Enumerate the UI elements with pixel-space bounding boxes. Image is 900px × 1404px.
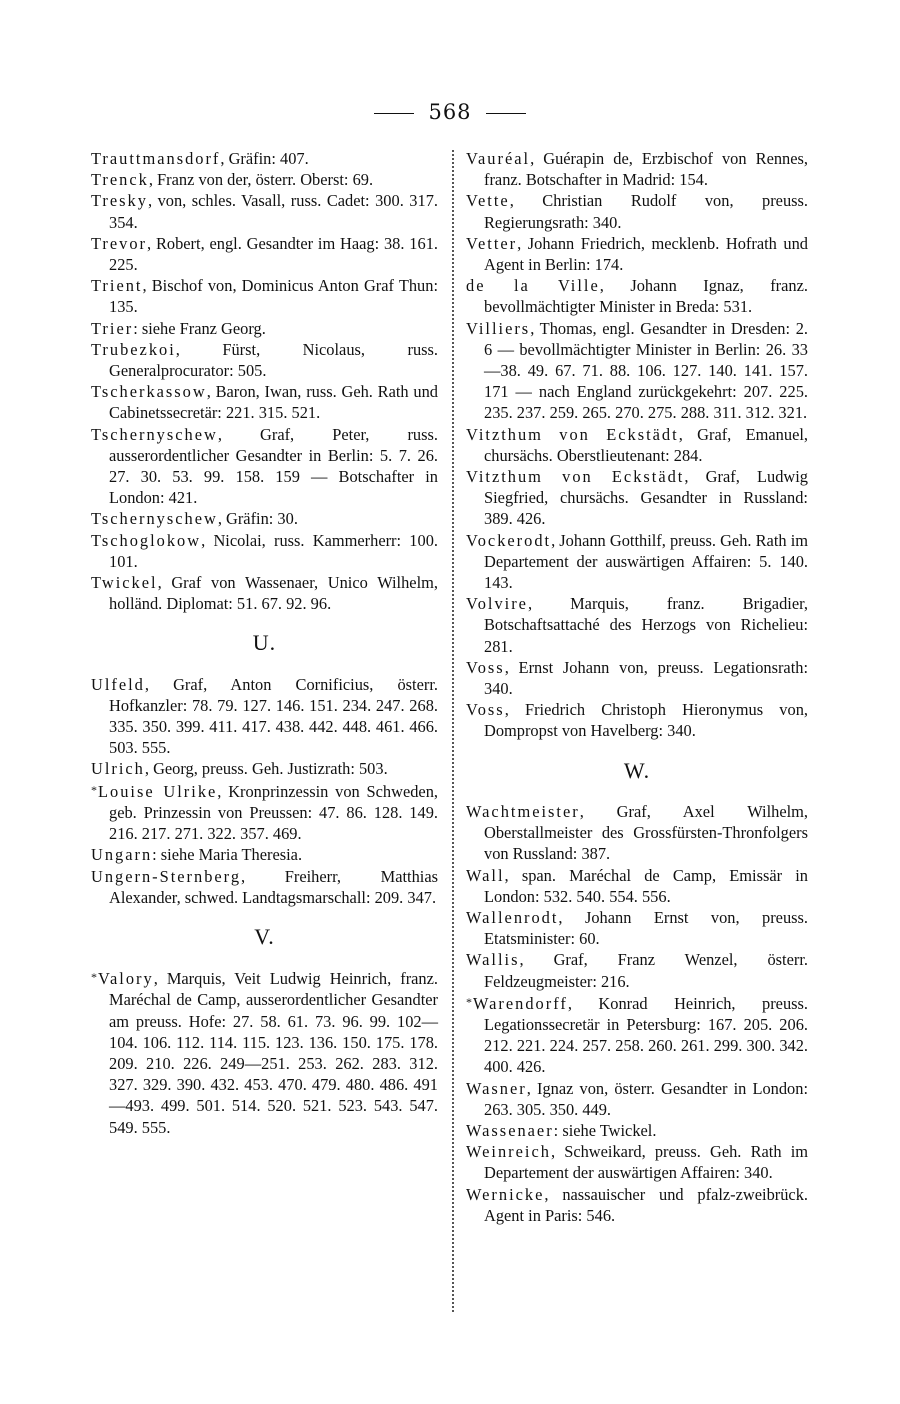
index-entry [91, 339, 438, 381]
index-entry [91, 844, 438, 865]
entry-text: , Marquis, franz. Brigadier, Botschaftsattaché des Herzogs von Richelieu: 281. [484, 594, 808, 656]
entry-text: , Gräfin: 407. [220, 149, 309, 168]
index-entry [91, 275, 438, 317]
index-entry [91, 758, 438, 779]
entry-text: , Graf, Axel Wilhelm, Oberstallmeister des Grossfürsten-Thronfolgers von Russland: 387. [484, 801, 808, 864]
entry-text: , Graf, Peter, russ. ausserordentlicher Gesandter in Berlin: 5. 7. 26. 27. 30. 53. 99. 158. 159 — Botschafter in London: 421. [109, 424, 438, 508]
entry-text: , Thomas, engl. Gesandter in Dresden: 2. 6 — bevollmächtigter Minister in Berlin: 26. 33—38. 49. 67. 71. 88. 106. 127. 140. 141. 157. 171 — nach England zurückgekehrt: 207. 225. 235. 237. 259. 265. 270. 275. 288. 311. 312. 321. [484, 318, 808, 423]
entry-text: , Franz von der, österr. Oberst: 69. [148, 170, 374, 190]
entry-headword: Trient [91, 276, 143, 296]
entry-headword: Ungarn [91, 845, 153, 865]
entry-headword: Tschoglokow [91, 530, 202, 550]
entry-headword: Ungern-Sternberg [91, 866, 242, 886]
index-entry [466, 801, 808, 865]
right-column [466, 148, 808, 1226]
entry-headword: Weinreich [466, 1142, 551, 1162]
index-entry [466, 318, 808, 424]
asterisk-mark: * [91, 970, 97, 985]
asterisk-mark: * [91, 782, 97, 797]
entry-headword: Wernicke [466, 1184, 545, 1204]
index-entry [466, 190, 808, 232]
entry-text: , Freiherr, Matthias Alexander, schwed. Landtagsmarschall: 209. 347. [109, 866, 438, 907]
entry-headword: Tscherkassow [91, 382, 207, 402]
index-entry [466, 1141, 808, 1183]
entry-text: , Ernst Johann von, preuss. Legationsrath: 340. [484, 657, 808, 699]
index-entry [466, 1078, 808, 1120]
entry-text: , Schweikard, preuss. Geh. Rath im Departement der auswärtigen Affairen: 340. [484, 1142, 808, 1183]
index-entry [466, 865, 808, 907]
entry-text: : siehe Twickel. [553, 1120, 657, 1140]
entry-headword: Vette [466, 191, 510, 211]
entry-headword: Trauttmansdorf [91, 149, 221, 168]
entry-text: , span. Maréchal de Camp, Emissär in London: 532. 540. 554. 556. [484, 865, 808, 906]
entry-text: , Johann Friedrich, mecklenb. Hofrath und Agent in Berlin: 174. [484, 233, 808, 275]
entry-headword: Vockerodt [466, 530, 552, 550]
entry-headword: Vitzthum von Eckstädt [466, 424, 679, 444]
entry-headword: Vetter [466, 233, 518, 253]
index-entry [466, 949, 808, 991]
entry-text: , Graf, Franz Wenzel, österr. Feldzeugmeister: 216. [484, 950, 808, 991]
entry-text: , Georg, preuss. Geh. Justizrath: 503. [144, 759, 388, 779]
index-entry [466, 657, 808, 699]
index-entry [466, 530, 808, 594]
section-letter: V. [254, 923, 275, 949]
index-entry [91, 674, 438, 759]
entry-text: , Guérapin de, Erzbischof von Rennes, franz. Botschafter in Madrid: 154. [484, 149, 808, 190]
entry-text: , Kronprinzessin von Schweden, geb. Prinzessin von Preussen: 47. 86. 128. 149. 216. 217. 271. 322. 357. 469. [109, 781, 438, 844]
entry-text: , Gräfin: 30. [217, 509, 298, 529]
entry-text: , von, schles. Vasall, russ. Cadet: 300. 317. 354. [109, 191, 438, 232]
entry-text: , Robert, engl. Gesandter im Haag: 38. 161. 225. [109, 233, 438, 275]
index-entry [466, 907, 808, 949]
entry-text: , Johann Ernst von, preuss. Etatsminister: 60. [484, 907, 808, 949]
entry-text: , nassauischer und pfalz-zweibrück. Agent in Paris: 546. [484, 1184, 808, 1225]
left-dash [374, 113, 414, 114]
index-entry [91, 866, 438, 908]
index-entry [466, 424, 808, 466]
entry-headword: Tschernyschew [91, 424, 218, 444]
entry-headword: Wallis [466, 950, 520, 970]
index-entry [91, 169, 438, 190]
index-entry [466, 1184, 808, 1226]
entry-headword: Trevor [91, 233, 148, 253]
index-entry [466, 992, 808, 1078]
index-entry [91, 967, 438, 1138]
column-divider [452, 150, 454, 1312]
entry-text: , Johann Gotthilf, preuss. Geh. Rath im Departement der auswärtigen Affairen: 5. 140. 143. [484, 530, 808, 593]
entry-headword: Wall [466, 865, 505, 885]
entry-headword: Voss [466, 700, 505, 720]
index-entry [91, 190, 438, 232]
index-entry [466, 233, 808, 275]
entry-text: , Christian Rudolf von, preuss. Regierungsrath: 340. [484, 191, 808, 232]
entry-headword: Vitzthum von Eckstädt [466, 467, 685, 487]
entry-text: , Graf, Ludwig Siegfried, chursächs. Gesandter in Russland: 389. 426. [484, 467, 808, 529]
index-entry [466, 275, 808, 317]
entry-headword: de la Ville [466, 276, 600, 296]
entry-headword: Wachtmeister [466, 801, 580, 821]
entry-text: , Ignaz von, österr. Gesandter in London: 263. 305. 350. 449. [484, 1078, 808, 1119]
index-entry [91, 530, 438, 572]
index-entry [91, 780, 438, 845]
index-entry [91, 381, 438, 423]
index-entry [91, 572, 438, 614]
page-number: 568 [428, 100, 472, 124]
entry-headword: Wallenrodt [466, 907, 559, 927]
entry-headword: Twickel [91, 573, 158, 593]
entry-headword: Tschernyschew [91, 509, 218, 529]
index-entry [466, 699, 808, 741]
index-entry [91, 318, 438, 339]
index-entry [91, 148, 438, 169]
index-entry [466, 466, 808, 530]
entry-text: , Johann Ignaz, franz. bevollmächtigter Minister in Breda: 531. [484, 276, 808, 317]
index-entry [466, 593, 808, 657]
entry-text: , Bischof von, Dominicus Anton Graf Thun: 135. [109, 276, 438, 317]
entry-text: , Graf, Emanuel, chursächs. Oberstlieutenant: 284. [484, 424, 808, 465]
entry-headword: Voss [466, 657, 505, 677]
entry-headword: Trubezkoi [91, 339, 176, 359]
entry-text: : siehe Maria Theresia. [152, 845, 303, 865]
entry-headword: Tresky [91, 191, 148, 211]
index-entry [91, 424, 438, 509]
entry-headword: Louise Ulrike [98, 781, 218, 801]
index-entry [466, 148, 808, 190]
entry-text: , Nicolai, russ. Kammerherr: 100. 101. [109, 530, 438, 571]
section-letter: U. [252, 630, 277, 656]
entry-headword: Ulrich [91, 759, 145, 779]
entry-headword: Volvire [466, 594, 528, 614]
entry-text: , Graf, Anton Cornificius, österr. Hofkanzler: 78. 79. 127. 146. 151. 234. 247. 268. 335. 350. 399. 411. 417. 438. 442. 448. 461. 466. 503. 555. [109, 674, 438, 758]
entry-headword: Vauréal [466, 149, 531, 168]
entry-headword: Trenck [91, 170, 149, 190]
entry-text: : siehe Franz Georg. [133, 318, 266, 338]
entry-text: , Friedrich Christoph Hieronymus von, Dompropst von Havelberg: 340. [484, 700, 808, 741]
asterisk-mark: * [466, 994, 472, 1009]
left-column [91, 148, 438, 1138]
entry-headword: Wasner [466, 1078, 527, 1098]
entry-text: , Baron, Iwan, russ. Geh. Rath und Cabinetssecretär: 221. 315. 521. [109, 382, 438, 423]
index-entry [466, 1120, 808, 1141]
entry-headword: Valory [98, 969, 154, 989]
page-number-header [0, 100, 900, 124]
entry-headword: Trier [91, 318, 134, 338]
entry-headword: Wassenaer [466, 1120, 554, 1140]
entry-headword: Warendorff [473, 993, 568, 1013]
section-letter: W. [623, 757, 651, 783]
right-dash [486, 113, 526, 114]
index-entry [91, 233, 438, 275]
entry-headword: Ulfeld [91, 674, 145, 694]
index-entry [91, 508, 438, 529]
entry-headword: Villiers [466, 318, 531, 338]
entry-text: , Graf von Wassenaer, Unico Wilhelm, holländ. Diplomat: 51. 67. 92. 96. [109, 573, 438, 614]
entry-text: , Konrad Heinrich, preuss. Legationssecretär in Petersburg: 167. 205. 206. 212. 221. 224. 257. 258. 260. 261. 299. 300. 342. 400. 426. [484, 993, 808, 1077]
entry-text: , Fürst, Nicolaus, russ. Generalprocurator: 505. [109, 339, 438, 381]
entry-text: , Marquis, Veit Ludwig Heinrich, franz. Maréchal de Camp, ausserordentlicher Gesandter am preuss. Hofe: 27. 58. 61. 73. 96. 99. 102—104. 106. 112. 114. 115. 123. 136. 150. 175. 178. 209. 210. 226. 249—251. 253. 262. 283. 312. 327. 329. 390. 432. 453. 470. 479. 480. 486. 491—493. 499. 501. 514. 520. 521. 523. 543. 547. 549. 555. [109, 969, 438, 1137]
